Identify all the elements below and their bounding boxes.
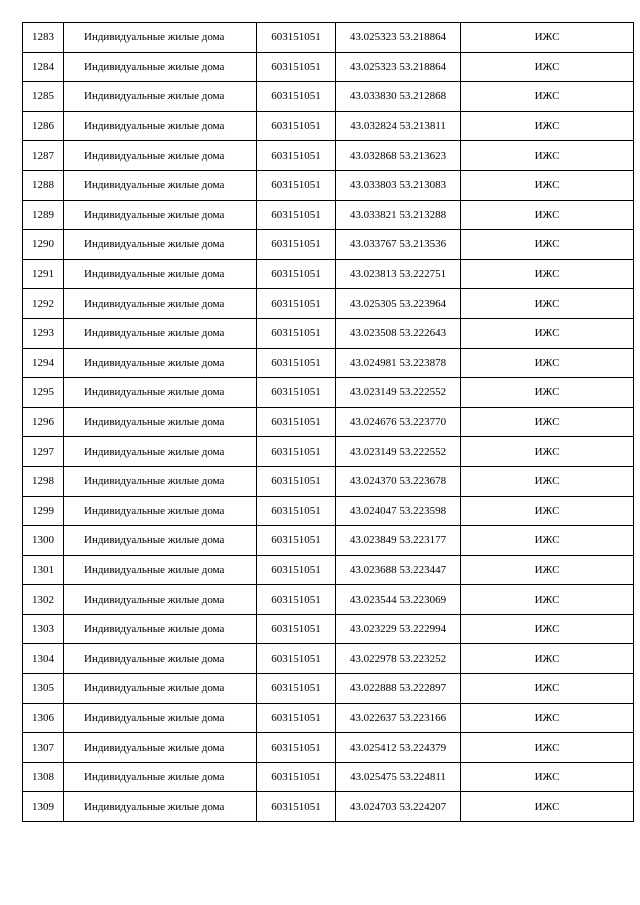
row-number-cell: 1308 bbox=[23, 762, 64, 792]
row-number-cell: 1283 bbox=[23, 23, 64, 53]
row-number-cell: 1289 bbox=[23, 200, 64, 230]
object-type-cell: ИЖС bbox=[461, 644, 634, 674]
row-number-cell: 1296 bbox=[23, 407, 64, 437]
coordinates-cell: 43.025412 53.224379 bbox=[336, 733, 461, 763]
row-number-cell: 1285 bbox=[23, 82, 64, 112]
object-name-cell: Индивидуальные жилые дома bbox=[64, 170, 257, 200]
object-type-cell: ИЖС bbox=[461, 674, 634, 704]
table-row bbox=[23, 585, 634, 615]
cadastral-code-cell: 603151051 bbox=[257, 378, 336, 408]
coordinates-cell: 43.023849 53.223177 bbox=[336, 526, 461, 556]
cadastral-code-cell: 603151051 bbox=[257, 496, 336, 526]
coordinates-cell: 43.024981 53.223878 bbox=[336, 348, 461, 378]
object-name-cell: Индивидуальные жилые дома bbox=[64, 674, 257, 704]
cadastral-code-cell: 603151051 bbox=[257, 466, 336, 496]
coordinates-cell: 43.033821 53.213288 bbox=[336, 200, 461, 230]
object-name-cell: Индивидуальные жилые дома bbox=[64, 407, 257, 437]
table-row bbox=[23, 378, 634, 408]
cadastral-code-cell: 603151051 bbox=[257, 407, 336, 437]
object-type-cell: ИЖС bbox=[461, 792, 634, 822]
table-row bbox=[23, 170, 634, 200]
row-number-cell: 1309 bbox=[23, 792, 64, 822]
row-number-cell: 1286 bbox=[23, 111, 64, 141]
cadastral-code-cell: 603151051 bbox=[257, 289, 336, 319]
cadastral-code-cell: 603151051 bbox=[257, 230, 336, 260]
object-type-cell: ИЖС bbox=[461, 526, 634, 556]
coordinates-cell: 43.025323 53.218864 bbox=[336, 23, 461, 53]
object-name-cell: Индивидуальные жилые дома bbox=[64, 23, 257, 53]
object-type-cell: ИЖС bbox=[461, 466, 634, 496]
object-name-cell: Индивидуальные жилые дома bbox=[64, 466, 257, 496]
table-row bbox=[23, 496, 634, 526]
cadastral-code-cell: 603151051 bbox=[257, 318, 336, 348]
cadastral-code-cell: 603151051 bbox=[257, 437, 336, 467]
object-type-cell: ИЖС bbox=[461, 762, 634, 792]
object-name-cell: Индивидуальные жилые дома bbox=[64, 555, 257, 585]
coordinates-cell: 43.033803 53.213083 bbox=[336, 170, 461, 200]
object-name-cell: Индивидуальные жилые дома bbox=[64, 348, 257, 378]
object-type-cell: ИЖС bbox=[461, 496, 634, 526]
object-name-cell: Индивидуальные жилые дома bbox=[64, 289, 257, 319]
object-name-cell: Индивидуальные жилые дома bbox=[64, 496, 257, 526]
table-row bbox=[23, 703, 634, 733]
table-row bbox=[23, 733, 634, 763]
cadastral-code-cell: 603151051 bbox=[257, 644, 336, 674]
cadastral-code-cell: 603151051 bbox=[257, 200, 336, 230]
object-type-cell: ИЖС bbox=[461, 200, 634, 230]
coordinates-cell: 43.022978 53.223252 bbox=[336, 644, 461, 674]
cadastral-code-cell: 603151051 bbox=[257, 762, 336, 792]
row-number-cell: 1295 bbox=[23, 378, 64, 408]
object-type-cell: ИЖС bbox=[461, 348, 634, 378]
row-number-cell: 1291 bbox=[23, 259, 64, 289]
coordinates-cell: 43.022888 53.222897 bbox=[336, 674, 461, 704]
table-row bbox=[23, 82, 634, 112]
object-type-cell: ИЖС bbox=[461, 170, 634, 200]
object-type-cell: ИЖС bbox=[461, 111, 634, 141]
object-name-cell: Индивидуальные жилые дома bbox=[64, 792, 257, 822]
table-row bbox=[23, 200, 634, 230]
row-number-cell: 1305 bbox=[23, 674, 64, 704]
table-row bbox=[23, 674, 634, 704]
cadastral-code-cell: 603151051 bbox=[257, 733, 336, 763]
row-number-cell: 1300 bbox=[23, 526, 64, 556]
object-type-cell: ИЖС bbox=[461, 259, 634, 289]
table-row bbox=[23, 644, 634, 674]
cadastral-code-cell: 603151051 bbox=[257, 23, 336, 53]
coordinates-cell: 43.033830 53.212868 bbox=[336, 82, 461, 112]
table-row bbox=[23, 259, 634, 289]
cadastral-code-cell: 603151051 bbox=[257, 82, 336, 112]
coordinates-cell: 43.023508 53.222643 bbox=[336, 318, 461, 348]
cadastral-code-cell: 603151051 bbox=[257, 614, 336, 644]
object-type-cell: ИЖС bbox=[461, 141, 634, 171]
object-type-cell: ИЖС bbox=[461, 318, 634, 348]
row-number-cell: 1287 bbox=[23, 141, 64, 171]
object-name-cell: Индивидуальные жилые дома bbox=[64, 200, 257, 230]
object-type-cell: ИЖС bbox=[461, 230, 634, 260]
table-row bbox=[23, 318, 634, 348]
row-number-cell: 1294 bbox=[23, 348, 64, 378]
row-number-cell: 1290 bbox=[23, 230, 64, 260]
registry-table-body bbox=[23, 23, 634, 822]
coordinates-cell: 43.023544 53.223069 bbox=[336, 585, 461, 615]
table-row bbox=[23, 762, 634, 792]
object-name-cell: Индивидуальные жилые дома bbox=[64, 259, 257, 289]
row-number-cell: 1288 bbox=[23, 170, 64, 200]
object-name-cell: Индивидуальные жилые дома bbox=[64, 703, 257, 733]
table-row bbox=[23, 407, 634, 437]
row-number-cell: 1293 bbox=[23, 318, 64, 348]
object-name-cell: Индивидуальные жилые дома bbox=[64, 762, 257, 792]
cadastral-code-cell: 603151051 bbox=[257, 348, 336, 378]
row-number-cell: 1303 bbox=[23, 614, 64, 644]
row-number-cell: 1304 bbox=[23, 644, 64, 674]
object-name-cell: Индивидуальные жилые дома bbox=[64, 585, 257, 615]
object-name-cell: Индивидуальные жилые дома bbox=[64, 111, 257, 141]
table-row bbox=[23, 466, 634, 496]
table-row bbox=[23, 348, 634, 378]
coordinates-cell: 43.032868 53.213623 bbox=[336, 141, 461, 171]
cadastral-code-cell: 603151051 bbox=[257, 52, 336, 82]
object-type-cell: ИЖС bbox=[461, 614, 634, 644]
object-name-cell: Индивидуальные жилые дома bbox=[64, 230, 257, 260]
row-number-cell: 1301 bbox=[23, 555, 64, 585]
object-type-cell: ИЖС bbox=[461, 378, 634, 408]
object-type-cell: ИЖС bbox=[461, 733, 634, 763]
object-name-cell: Индивидуальные жилые дома bbox=[64, 318, 257, 348]
object-type-cell: ИЖС bbox=[461, 555, 634, 585]
row-number-cell: 1302 bbox=[23, 585, 64, 615]
cadastral-code-cell: 603151051 bbox=[257, 585, 336, 615]
coordinates-cell: 43.023149 53.222552 bbox=[336, 437, 461, 467]
coordinates-cell: 43.023149 53.222552 bbox=[336, 378, 461, 408]
coordinates-cell: 43.025323 53.218864 bbox=[336, 52, 461, 82]
coordinates-cell: 43.023229 53.222994 bbox=[336, 614, 461, 644]
row-number-cell: 1292 bbox=[23, 289, 64, 319]
object-type-cell: ИЖС bbox=[461, 437, 634, 467]
table-row bbox=[23, 555, 634, 585]
cadastral-code-cell: 603151051 bbox=[257, 792, 336, 822]
object-name-cell: Индивидуальные жилые дома bbox=[64, 644, 257, 674]
table-row bbox=[23, 526, 634, 556]
coordinates-cell: 43.022637 53.223166 bbox=[336, 703, 461, 733]
cadastral-code-cell: 603151051 bbox=[257, 555, 336, 585]
row-number-cell: 1306 bbox=[23, 703, 64, 733]
row-number-cell: 1307 bbox=[23, 733, 64, 763]
row-number-cell: 1299 bbox=[23, 496, 64, 526]
coordinates-cell: 43.023688 53.223447 bbox=[336, 555, 461, 585]
row-number-cell: 1297 bbox=[23, 437, 64, 467]
object-type-cell: ИЖС bbox=[461, 82, 634, 112]
row-number-cell: 1298 bbox=[23, 466, 64, 496]
coordinates-cell: 43.024676 53.223770 bbox=[336, 407, 461, 437]
table-row bbox=[23, 437, 634, 467]
object-type-cell: ИЖС bbox=[461, 703, 634, 733]
object-name-cell: Индивидуальные жилые дома bbox=[64, 526, 257, 556]
table-row bbox=[23, 792, 634, 822]
object-name-cell: Индивидуальные жилые дома bbox=[64, 141, 257, 171]
coordinates-cell: 43.025305 53.223964 bbox=[336, 289, 461, 319]
object-type-cell: ИЖС bbox=[461, 585, 634, 615]
coordinates-cell: 43.024370 53.223678 bbox=[336, 466, 461, 496]
cadastral-code-cell: 603151051 bbox=[257, 170, 336, 200]
registry-table bbox=[22, 22, 634, 822]
object-name-cell: Индивидуальные жилые дома bbox=[64, 733, 257, 763]
object-type-cell: ИЖС bbox=[461, 52, 634, 82]
object-type-cell: ИЖС bbox=[461, 289, 634, 319]
object-name-cell: Индивидуальные жилые дома bbox=[64, 437, 257, 467]
cadastral-code-cell: 603151051 bbox=[257, 259, 336, 289]
object-type-cell: ИЖС bbox=[461, 407, 634, 437]
coordinates-cell: 43.032824 53.213811 bbox=[336, 111, 461, 141]
object-name-cell: Индивидуальные жилые дома bbox=[64, 82, 257, 112]
cadastral-code-cell: 603151051 bbox=[257, 703, 336, 733]
table-row bbox=[23, 614, 634, 644]
object-name-cell: Индивидуальные жилые дома bbox=[64, 52, 257, 82]
table-row bbox=[23, 111, 634, 141]
table-row bbox=[23, 230, 634, 260]
cadastral-code-cell: 603151051 bbox=[257, 526, 336, 556]
table-row bbox=[23, 52, 634, 82]
coordinates-cell: 43.024047 53.223598 bbox=[336, 496, 461, 526]
cadastral-code-cell: 603151051 bbox=[257, 141, 336, 171]
coordinates-cell: 43.024703 53.224207 bbox=[336, 792, 461, 822]
table-row bbox=[23, 141, 634, 171]
object-name-cell: Индивидуальные жилые дома bbox=[64, 378, 257, 408]
object-name-cell: Индивидуальные жилые дома bbox=[64, 614, 257, 644]
row-number-cell: 1284 bbox=[23, 52, 64, 82]
coordinates-cell: 43.033767 53.213536 bbox=[336, 230, 461, 260]
coordinates-cell: 43.025475 53.224811 bbox=[336, 762, 461, 792]
table-row bbox=[23, 23, 634, 53]
cadastral-code-cell: 603151051 bbox=[257, 111, 336, 141]
object-type-cell: ИЖС bbox=[461, 23, 634, 53]
coordinates-cell: 43.023813 53.222751 bbox=[336, 259, 461, 289]
cadastral-code-cell: 603151051 bbox=[257, 674, 336, 704]
table-row bbox=[23, 289, 634, 319]
